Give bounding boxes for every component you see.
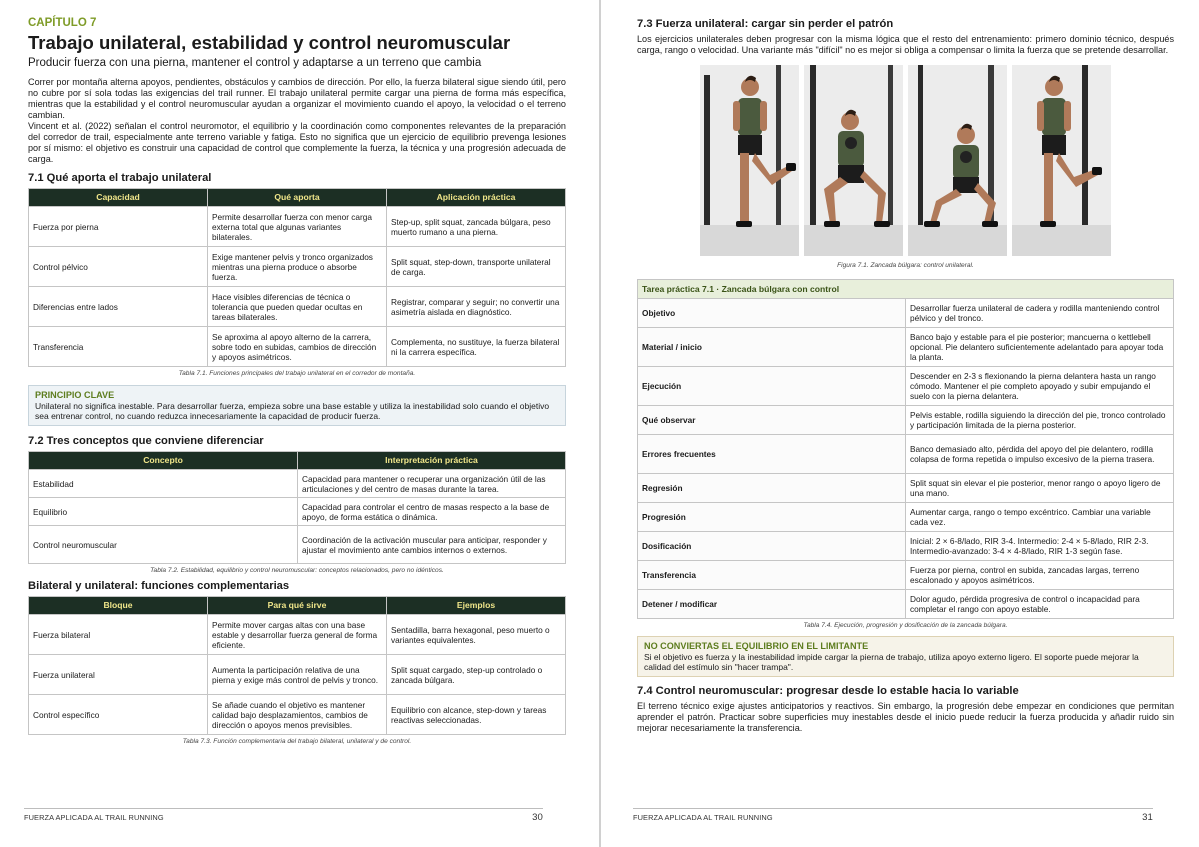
figure-7-1 xyxy=(637,65,1174,256)
table-row xyxy=(29,327,566,367)
table-cell: Estabilidad xyxy=(29,470,298,498)
table-cell: Permite desarrollar fuerza con menor carga externa total que algunas variantes bilaterales. xyxy=(208,207,387,247)
page-right xyxy=(601,0,1199,847)
table-row xyxy=(638,561,1174,590)
section-7-4-title: 7.4 Control neuromuscular: progresar desde lo estable hacia lo variable xyxy=(637,685,1019,697)
table-row xyxy=(638,299,1174,328)
table-cell: Sentadilla, barra hexagonal, peso muerto o variantes equivalentes. xyxy=(387,615,566,655)
table-cell: Exige mantener pelvis y tronco organizados mientras una pierna produce o absorbe fuerza. xyxy=(208,247,387,287)
task-label: Dosificación xyxy=(638,532,906,561)
task-value: Desarrollar fuerza unilateral de cadera y rodilla manteniendo control pélvico y del tronco. xyxy=(906,299,1174,328)
task-value: Banco bajo y estable para el pie posterior; mancuerna o kettlebell opcional. Pie delantero suficientemente adelantado para apoyar toda la planta. xyxy=(906,328,1174,367)
table-cell: Diferencias entre lados xyxy=(29,287,208,327)
table-cell: Step-up, split squat, zancada búlgara, peso muerto rumano a una pierna. xyxy=(387,207,566,247)
task-label: Ejecución xyxy=(638,367,906,406)
table-cell: Fuerza por pierna xyxy=(29,207,208,247)
table-cell: Control neuromuscular xyxy=(29,526,298,564)
table-7-3-caption: Tabla 7.3. Función complementaria del trabajo bilateral, unilateral y de control. xyxy=(182,738,412,745)
table-row xyxy=(638,406,1174,435)
exercise-photo-4 xyxy=(1012,65,1111,256)
page-number: 31 xyxy=(1142,812,1153,823)
table-row xyxy=(29,498,566,526)
warning-box xyxy=(637,636,1174,677)
intro-paragraph-1: Correr por montaña alterna apoyos, pendientes, obstáculos y cambios de dirección. Por ello, la fuerza bilateral sigue siendo útil, pero no cubre por sí sola todas las exigencias del trail runner. El trabajo unilateral permite cargar una pierna de forma más específica, mientras que la estabilidad y el control neuromuscular ayudan a organizar el movimiento cuando el apoyo, la velocidad o el terreno cambian. xyxy=(28,77,566,120)
table-cell: Coordinación de la activación muscular para anticipar, responder y ajustar el movimiento ante cambios internos o externos. xyxy=(298,526,566,564)
table-row xyxy=(29,695,566,735)
table-header: Interpretación práctica xyxy=(298,452,566,470)
chapter-label: CAPÍTULO 7 xyxy=(28,17,97,29)
table-7-2-caption: Tabla 7.2. Estabilidad, equilibrio y control neuromuscular: conceptos relacionados, pero no idénticos. xyxy=(150,567,444,574)
table-row xyxy=(638,435,1174,474)
table-cell: Hace visibles diferencias de técnica o tolerancia que pueden quedar ocultas en tareas bilaterales. xyxy=(208,287,387,327)
footer-title: FUERZA APLICADA AL TRAIL RUNNING xyxy=(24,813,164,822)
task-value: Fuerza por pierna, control en subida, zancadas largas, terreno escalonado y apoyos asimétricos. xyxy=(906,561,1174,590)
warning-title: NO CONVIERTAS EL EQUILIBRIO EN EL LIMITANTE xyxy=(644,641,869,651)
table-row xyxy=(638,474,1174,503)
figure-7-1-caption: Figura 7.1. Zancada búlgara: control unilateral. xyxy=(837,262,974,269)
table-7-1-caption: Tabla 7.1. Funciones principales del trabajo unilateral en el corredor de montaña. xyxy=(178,370,416,377)
key-principle-text: Unilateral no significa inestable. Para desarrollar fuerza, empieza sobre una base estable y utiliza la inestabilidad solo cuando el objetivo sea entrenar control, no cuando reduzca innecesariamente la capacidad de producir fuerza. xyxy=(35,401,550,421)
task-value: Split squat sin elevar el pie posterior, menor rango o apoyo ligero de una mano. xyxy=(906,474,1174,503)
table-row xyxy=(638,328,1174,367)
warning-text: Si el objetivo es fuerza y la inestabilidad impide cargar la pierna de trabajo, utiliza apoyo externo ligero. El soporte puede mejorar la calidad del estímulo sin "hacer trampa". xyxy=(644,652,1139,672)
table-cell: Permite mover cargas altas con una base estable y desarrollar fuerza general de forma eficiente. xyxy=(208,615,387,655)
intro-paragraph-2: Vincent et al. (2022) señalan el control neuromotor, el equilibrio y la coordinación como componentes relevantes de la preparación del corredor de trail, especialmente ante terreno variable y fatiga. Esto no significa que un ejercicio de equilibrio prevenga lesiones por sí mismo: el objetivo es construir una capacidad de control que complemente la fuerza, la técnica y una progresión adecuada de carga. xyxy=(28,121,566,164)
table-header: Para qué sirve xyxy=(208,597,387,615)
exercise-photo-2 xyxy=(804,65,903,256)
section-7-2-title: 7.2 Tres conceptos que conviene diferenciar xyxy=(28,435,264,447)
table-7-3 xyxy=(28,596,566,735)
task-label: Transferencia xyxy=(638,561,906,590)
task-label: Progresión xyxy=(638,503,906,532)
table-7-4-caption: Tabla 7.4. Ejecución, progresión y dosificación de la zancada búlgara. xyxy=(803,622,1008,629)
table-row xyxy=(29,615,566,655)
right-content xyxy=(637,18,1174,734)
task-label: Regresión xyxy=(638,474,906,503)
table-row xyxy=(638,590,1174,619)
table-cell: Control pélvico xyxy=(29,247,208,287)
footer-title: FUERZA APLICADA AL TRAIL RUNNING xyxy=(633,813,773,822)
table-header: Concepto xyxy=(29,452,298,470)
section-7-3-text: Los ejercicios unilaterales deben progresar con la misma lógica que el resto del entrenamiento: primero dominio técnico, después carga, rango o velocidad. Una variante más "difícil" no es mejor si obliga a compensar o limita la fuerza que se pretende desarrollar. xyxy=(637,34,1174,55)
page-number: 30 xyxy=(532,812,543,823)
exercise-photo-3 xyxy=(908,65,1007,256)
table-row xyxy=(638,367,1174,406)
table-cell: Fuerza bilateral xyxy=(29,615,208,655)
task-value: Inicial: 2 × 6-8/lado, RIR 3-4. Intermedio: 2-4 × 5-8/lado, RIR 2-3. Intermedio-avanzado: 3-4 × 4-8/lado, RIR 1-3 según fase. xyxy=(906,532,1174,561)
table-7-1 xyxy=(28,188,566,367)
section-7-4-text: El terreno técnico exige ajustes anticipatorios y reactivos. Sin embargo, la progresión debe empezar en condiciones que permitan aprender el patrón. Practicar sobre superficies muy inestables desde el inicio puede reducir la fuerza producida y añadir ruido sin mejorar necesariamente la transferencia. xyxy=(637,701,1174,733)
table-row xyxy=(29,207,566,247)
table-cell: Complementa, no sustituye, la fuerza bilateral ni la carrera específica. xyxy=(387,327,566,367)
table-cell: Split squat, step-down, transporte unilateral de carga. xyxy=(387,247,566,287)
table-cell: Se añade cuando el objetivo es mantener calidad bajo desplazamientos, cambios de dirección o apoyos menos previsibles. xyxy=(208,695,387,735)
section-7-3-title: 7.3 Fuerza unilateral: cargar sin perder el patrón xyxy=(637,18,894,30)
exercise-photo-1 xyxy=(700,65,799,256)
table-cell: Control específico xyxy=(29,695,208,735)
task-value: Banco demasiado alto, pérdida del apoyo del pie delantero, rodilla colapsa de forma repetida o impulso excesivo de la pierna trasera. xyxy=(906,435,1174,474)
task-value: Aumentar carga, rango o tempo excéntrico. Cambiar una variable cada vez. xyxy=(906,503,1174,532)
task-label: Detener / modificar xyxy=(638,590,906,619)
task-label: Qué observar xyxy=(638,406,906,435)
table-cell: Aumenta la participación relativa de una pierna y exige más control de pelvis y tronco. xyxy=(208,655,387,695)
table-cell: Split squat cargado, step-up controlado o zancada búlgara. xyxy=(387,655,566,695)
table-row xyxy=(638,503,1174,532)
table-row xyxy=(29,470,566,498)
task-value: Dolor agudo, pérdida progresiva de control o incapacidad para completar el rango con apoyo estable. xyxy=(906,590,1174,619)
section-bilateral-title: Bilateral y unilateral: funciones complementarias xyxy=(28,580,290,592)
task-value: Descender en 2-3 s flexionando la pierna delantera hasta un rango cómodo. Mantener el pie completo apoyado y subir empujando el suelo con la pierna delantera. xyxy=(906,367,1174,406)
table-row xyxy=(29,526,566,564)
page-left xyxy=(0,0,599,847)
chapter-subtitle: Producir fuerza con una pierna, mantener el control y adaptarse a un terreno que cambia xyxy=(28,57,482,69)
left-content xyxy=(28,16,566,751)
table-cell: Equilibrio xyxy=(29,498,298,526)
footer-right xyxy=(633,808,1153,822)
table-cell: Capacidad para controlar el centro de masas respecto a la base de apoyo, de forma estática o dinámica. xyxy=(298,498,566,526)
table-row xyxy=(29,287,566,327)
table-header: Qué aporta xyxy=(208,189,387,207)
table-header: Aplicación práctica xyxy=(387,189,566,207)
table-header: Ejemplos xyxy=(387,597,566,615)
footer-left xyxy=(24,808,543,822)
table-header: Capacidad xyxy=(29,189,208,207)
table-header: Bloque xyxy=(29,597,208,615)
table-cell: Capacidad para mantener o recuperar una organización útil de las articulaciones y del centro de masas durante la tarea. xyxy=(298,470,566,498)
table-cell: Se aproxima al apoyo alterno de la carrera, sobre todo en subidas, cambios de dirección y apoyos asimétricos. xyxy=(208,327,387,367)
key-principle-title: PRINCIPIO CLAVE xyxy=(35,390,115,400)
task-value: Pelvis estable, rodilla siguiendo la dirección del pie, tronco controlado y participación limitada de la pierna posterior. xyxy=(906,406,1174,435)
task-label: Material / inicio xyxy=(638,328,906,367)
table-cell: Fuerza unilateral xyxy=(29,655,208,695)
table-7-2 xyxy=(28,451,566,564)
table-cell: Equilibrio con alcance, step-down y tareas reactivas seleccionadas. xyxy=(387,695,566,735)
table-row xyxy=(29,655,566,695)
table-cell: Registrar, comparar y seguir; no convertir una asimetría aislada en diagnóstico. xyxy=(387,287,566,327)
key-principle-box xyxy=(28,385,566,426)
section-7-1-title: 7.1 Qué aporta el trabajo unilateral xyxy=(28,172,212,184)
task-title: Tarea práctica 7.1 · Zancada búlgara con control xyxy=(638,280,1174,299)
task-7-1-table xyxy=(637,279,1174,619)
task-label: Objetivo xyxy=(638,299,906,328)
table-row xyxy=(29,247,566,287)
table-row xyxy=(638,532,1174,561)
chapter-title: Trabajo unilateral, estabilidad y control neuromuscular xyxy=(28,32,511,53)
table-cell: Transferencia xyxy=(29,327,208,367)
task-label: Errores frecuentes xyxy=(638,435,906,474)
